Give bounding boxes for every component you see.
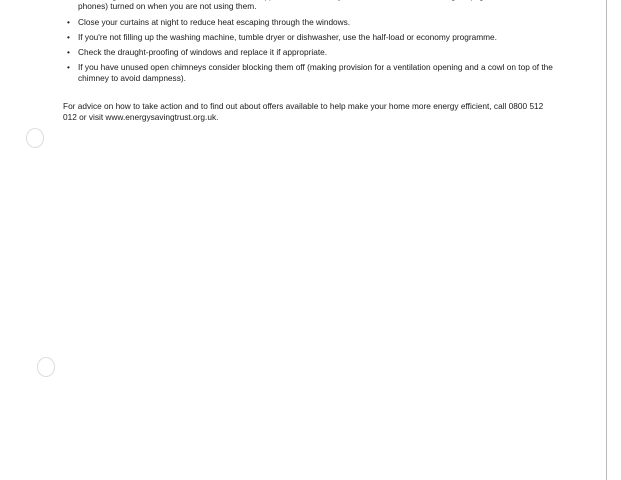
tip-item: • Close your curtains at night to reduce heat escaping through the windows. <box>66 17 556 27</box>
tip-item: • Check the draught-proofing of windows and replace it if appropriate. <box>66 47 556 57</box>
punch-hole-mark <box>37 357 55 377</box>
scan-edge-line <box>606 0 607 480</box>
tip-item: • phones) turned on when you are not using them. <box>66 0 556 12</box>
tip-item: • If you have unused open chimneys consider blocking them off (making provision for a ventilation opening and a cowl on top of the chimney to avoid dampness). <box>66 62 556 83</box>
tip-item: • If you're not filling up the washing machine, tumble dryer or dishwasher, use the half-load or economy programme. <box>66 32 556 42</box>
punch-hole-mark <box>26 128 44 148</box>
advice-paragraph: For advice on how to take action and to find out about offers available to help make your home more energy efficient, call 0800 512 012 or visit www.energysavingtrust.org.uk. <box>63 101 544 122</box>
energy-tips-list <box>66 0 556 88</box>
